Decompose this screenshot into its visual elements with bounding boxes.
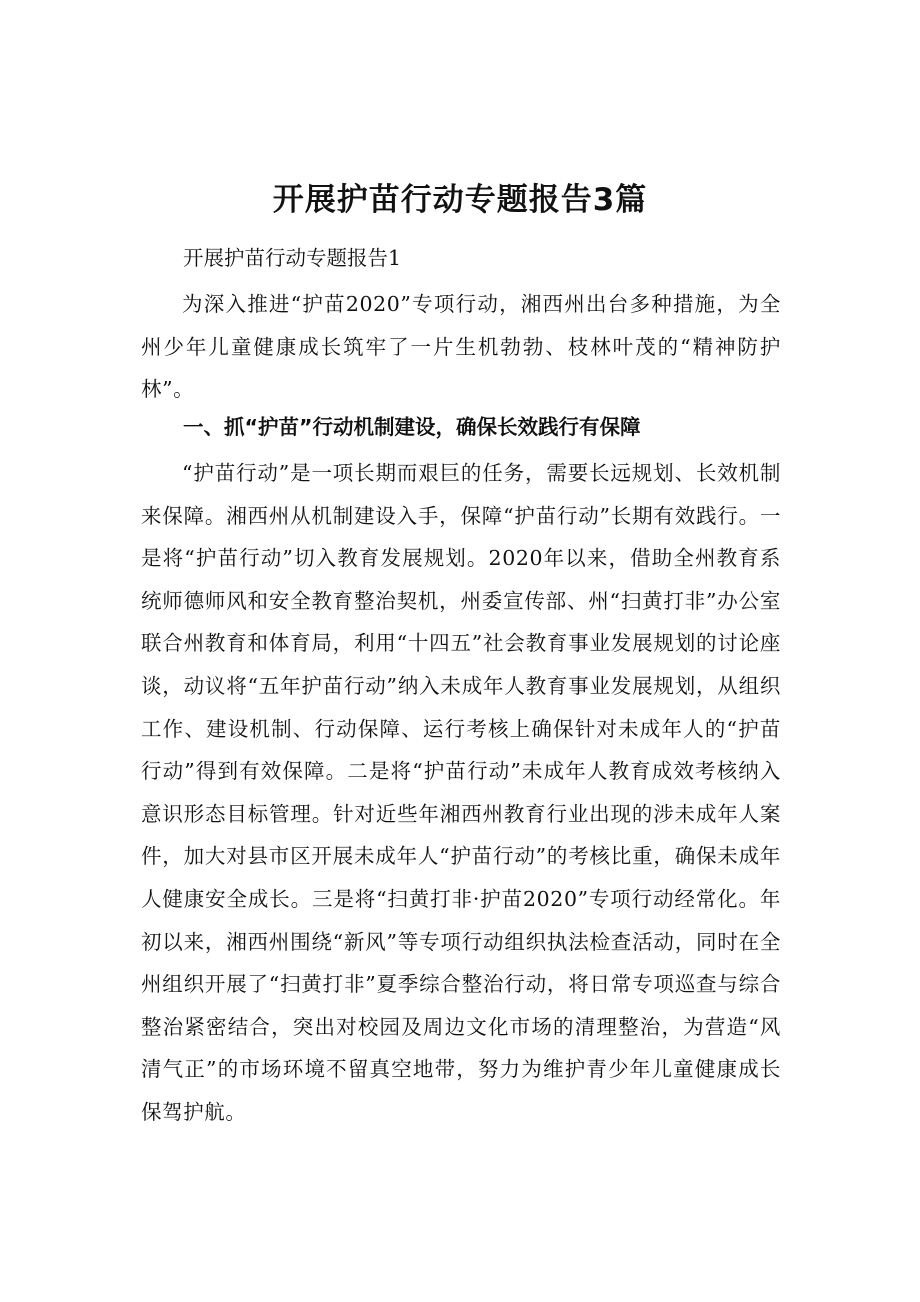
intro-paragraph: 为深入推进“护苗2020”专项行动，湘西州出台多种措施，为全州少年儿童健康成长筑牢了一片生机勃勃、枝林叶茂的“精神防护林”。: [141, 292, 781, 402]
section-heading: 一、抓“护苗”行动机制建设，确保长效践行有保障: [183, 415, 641, 439]
document-title: 开展护苗行动专题报告3篇: [272, 182, 648, 218]
report-subtitle: 开展护苗行动专题报告1: [183, 246, 402, 270]
section-body-paragraph: “护苗行动”是一项长期而艰巨的任务，需要长远规划、长效机制来保障。湘西州从机制建设入手，保障“护苗行动”长期有效践行。一是将“护苗行动”切入教育发展规划。2020年以来，借助全州教育系统师德师风和安全教育整治契机，州委宣传部、州“扫黄打非”办公室联合州教育和体育局，利用“十四五”社会教育事业发展规划的讨论座谈，动议将“五年护苗行动”纳入未成年人教育事业发展规划，从组织工作、建设机制、行动保障、运行考核上确保针对未成年人的“护苗行动”得到有效保障。二是将“护苗行动”未成年人教育成效考核纳入意识形态目标管理。针对近些年湘西州教育行业出现的涉未成年人案件，加大对县市区开展未成年人“护苗行动”的考核比重，确保未成年人健康安全成长。三是将“扫黄打非·护苗2020”专项行动经常化。年初以来，湘西州围绕“新风”等专项行动组织执法检查活动，同时在全州组织开展了“扫黄打非”夏季综合整治行动，将日常专项巡查与综合整治紧密结合，突出对校园及周边文化市场的清理整治，为营造“风清气正”的市场环境不留真空地带，努力为维护青少年儿童健康成长保驾护航。: [141, 461, 781, 1124]
